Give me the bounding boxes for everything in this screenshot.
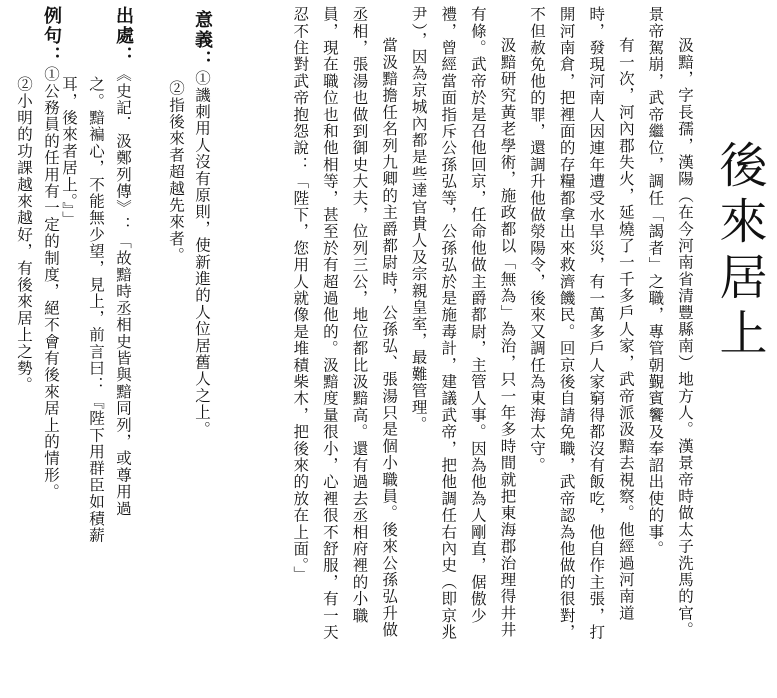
example-item-2: ②小明的功課越來越好，有後來居上之勢。	[15, 75, 33, 394]
meaning-section	[163, 10, 215, 650]
source-label: 出處：	[113, 6, 134, 66]
idiom-title: 後來居上	[711, 140, 767, 364]
meaning-label: 意義：	[192, 10, 213, 70]
story-paragraph-3: 汲黯研究黃老學術，施政都以「無為」為治，只一年多時間就把東海郡治理得井井有條。武帝於是召他回京，任命他做主爵都尉，主管人事。因為他為人剛直，倨傲少禮，曾經當面指斥公孫弘等，公孫弘於是施毒計，建議武帝，把他調任右內史（即京兆尹），因為京城內都是些達官貴人及宗親皇室，最難管理。	[409, 6, 517, 641]
story-paragraph-1: 汲黯，字長孺，漢陽（在今河南省清豐縣南）地方人。漢景帝時做太子洗馬的官。景帝駕崩，武帝繼位，調任「謁者」之職，專管朝覲賓饗及奉詔出使的事。	[646, 6, 694, 639]
source-section	[55, 6, 137, 656]
source-line-2: 之。黯褊心，不能無少望，見上，前言曰：『陛下用群臣如積薪	[87, 75, 105, 544]
meaning-item-2: ②指後來者超越先來者。	[167, 79, 185, 264]
story-paragraph-2: 有一次，河內郡失火，延燒了一千多戶人家，武帝派汲黯去視察。他經過河南道時，發現河南人因連年遭受水旱災，有一萬多戶人家窮得都沒有飯吃，他自作主張，打開河南倉，把裡面的存糧都拿出來救濟饑民。回京後自請免職，武帝認為他做的很對，不但赦免他的罪，還調升他做滎陽令，後來又調任為東海太守。	[528, 6, 635, 641]
example-item-1: ①公務員的任用有一定的制度，絕不會有後來居上的情形。	[42, 66, 60, 501]
story-text	[285, 6, 699, 646]
source-line-1: 《史記．汲鄭列傳》：「故黯時丞相史皆與黯同列，或尊用過	[114, 66, 132, 517]
story-paragraph-4: 當汲黯擔任名列九卿的主爵都尉時，公孫弘、張湯只是個小職員。後來公孫弘升做丞相，張湯也做到御史大夫，位列三公，地位都比汲黯高。還有過去丞相府裡的小職員，現在職位也和他相等，甚至於有超過他的。汲黯度量很小，心裡很不舒服，有一天忍不住對武帝抱怨說：「陛下，您用人就像是堆積柴木，把後來的放在上面。」	[291, 6, 399, 641]
example-section	[10, 6, 65, 656]
meaning-item-1: ①譏刺用人沒有原則，使新進的人位居舊人之上。	[193, 70, 211, 438]
example-label: 例句：	[41, 6, 62, 66]
source-line-3: 耳，後來者居上。』」	[60, 75, 78, 228]
